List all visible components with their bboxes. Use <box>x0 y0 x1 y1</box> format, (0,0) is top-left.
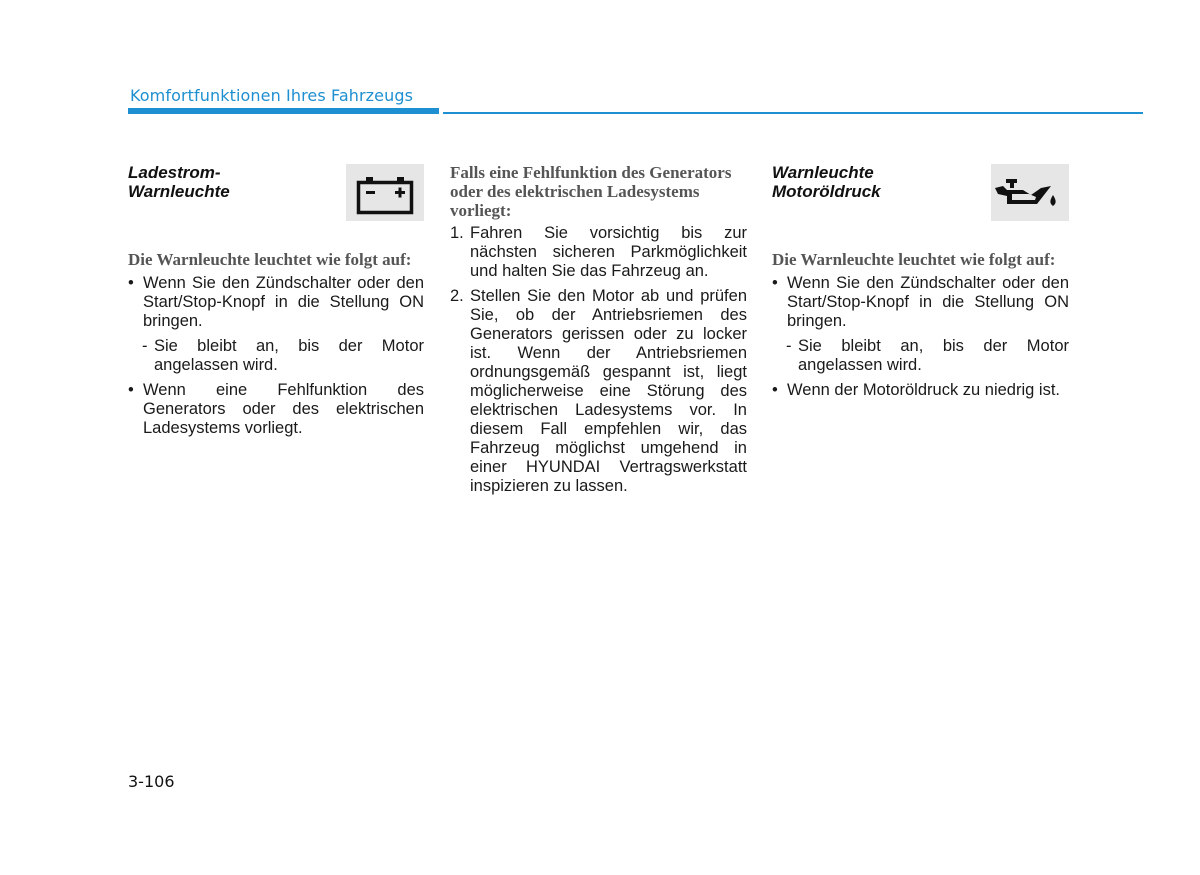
header-rule-thin <box>443 112 1143 114</box>
list-item: • Wenn der Motoröldruck zu niedrig ist. <box>772 381 1060 399</box>
page-number: 3-106 <box>128 772 175 791</box>
list-item: • Wenn Sie den Zündschalter oder den Start/Stop-Knopf in die Stellung ON bringen. <box>772 274 1069 330</box>
list-item: • Wenn eine Fehlfunktion des Generators oder des elektrischen Ladesystems vorliegt. <box>128 381 424 437</box>
numbered-step: 2. Stellen Sie den Motor ab und prüfen Sie, ob der Antriebsriemen des Generators gerissen oder zu locker ist. Wenn der Antriebsriemen ordnungsgemäß gespannt ist, liegt möglicherweise eine Störung des elektrischen Ladesystems vor. In diesem Fall empfehlen wir, das Fahrzeug möglichst umgehend in einer HYUNDAI Vertragswerkstatt inspizieren zu lassen. <box>450 287 747 495</box>
oil-pressure-intro: Die Warnleuchte leuchtet wie folgt auf: <box>772 250 1056 269</box>
oil-pressure-warning-icon <box>991 164 1069 221</box>
list-subitem: - Sie bleibt an, bis der Motor angelassen wird. <box>142 337 424 374</box>
header-rule-thick <box>128 108 439 114</box>
battery-warning-icon <box>346 164 424 221</box>
column-malfunction-steps <box>450 160 747 496</box>
list-subitem: - Sie bleibt an, bis der Motor angelassen wird. <box>786 337 1069 374</box>
column-oil-pressure-warning <box>772 160 1069 400</box>
oil-pressure-title: Warnleuchte Motoröldruck <box>772 163 881 201</box>
column-charging-warning <box>128 160 424 438</box>
list-item: • Wenn Sie den Zündschalter oder den Start/Stop-Knopf in die Stellung ON bringen. <box>128 274 424 330</box>
section-header-title: Komfortfunktionen Ihres Fahrzeugs <box>130 86 414 105</box>
charging-warning-heading <box>128 160 424 222</box>
numbered-step: 1. Fahren Sie vorsichtig bis zur nächsten sicheren Parkmöglichkeit und halten Sie das Fahrzeug an. <box>450 224 747 280</box>
oil-pressure-heading <box>772 160 1069 222</box>
charging-warning-title: Ladestrom- Warnleuchte <box>128 163 230 201</box>
charging-warning-intro: Die Warnleuchte leuchtet wie folgt auf: <box>128 250 412 269</box>
malfunction-intro: Falls eine Fehlfunktion des Generators oder des elektrischen Ladesystems vorliegt: <box>450 163 732 220</box>
